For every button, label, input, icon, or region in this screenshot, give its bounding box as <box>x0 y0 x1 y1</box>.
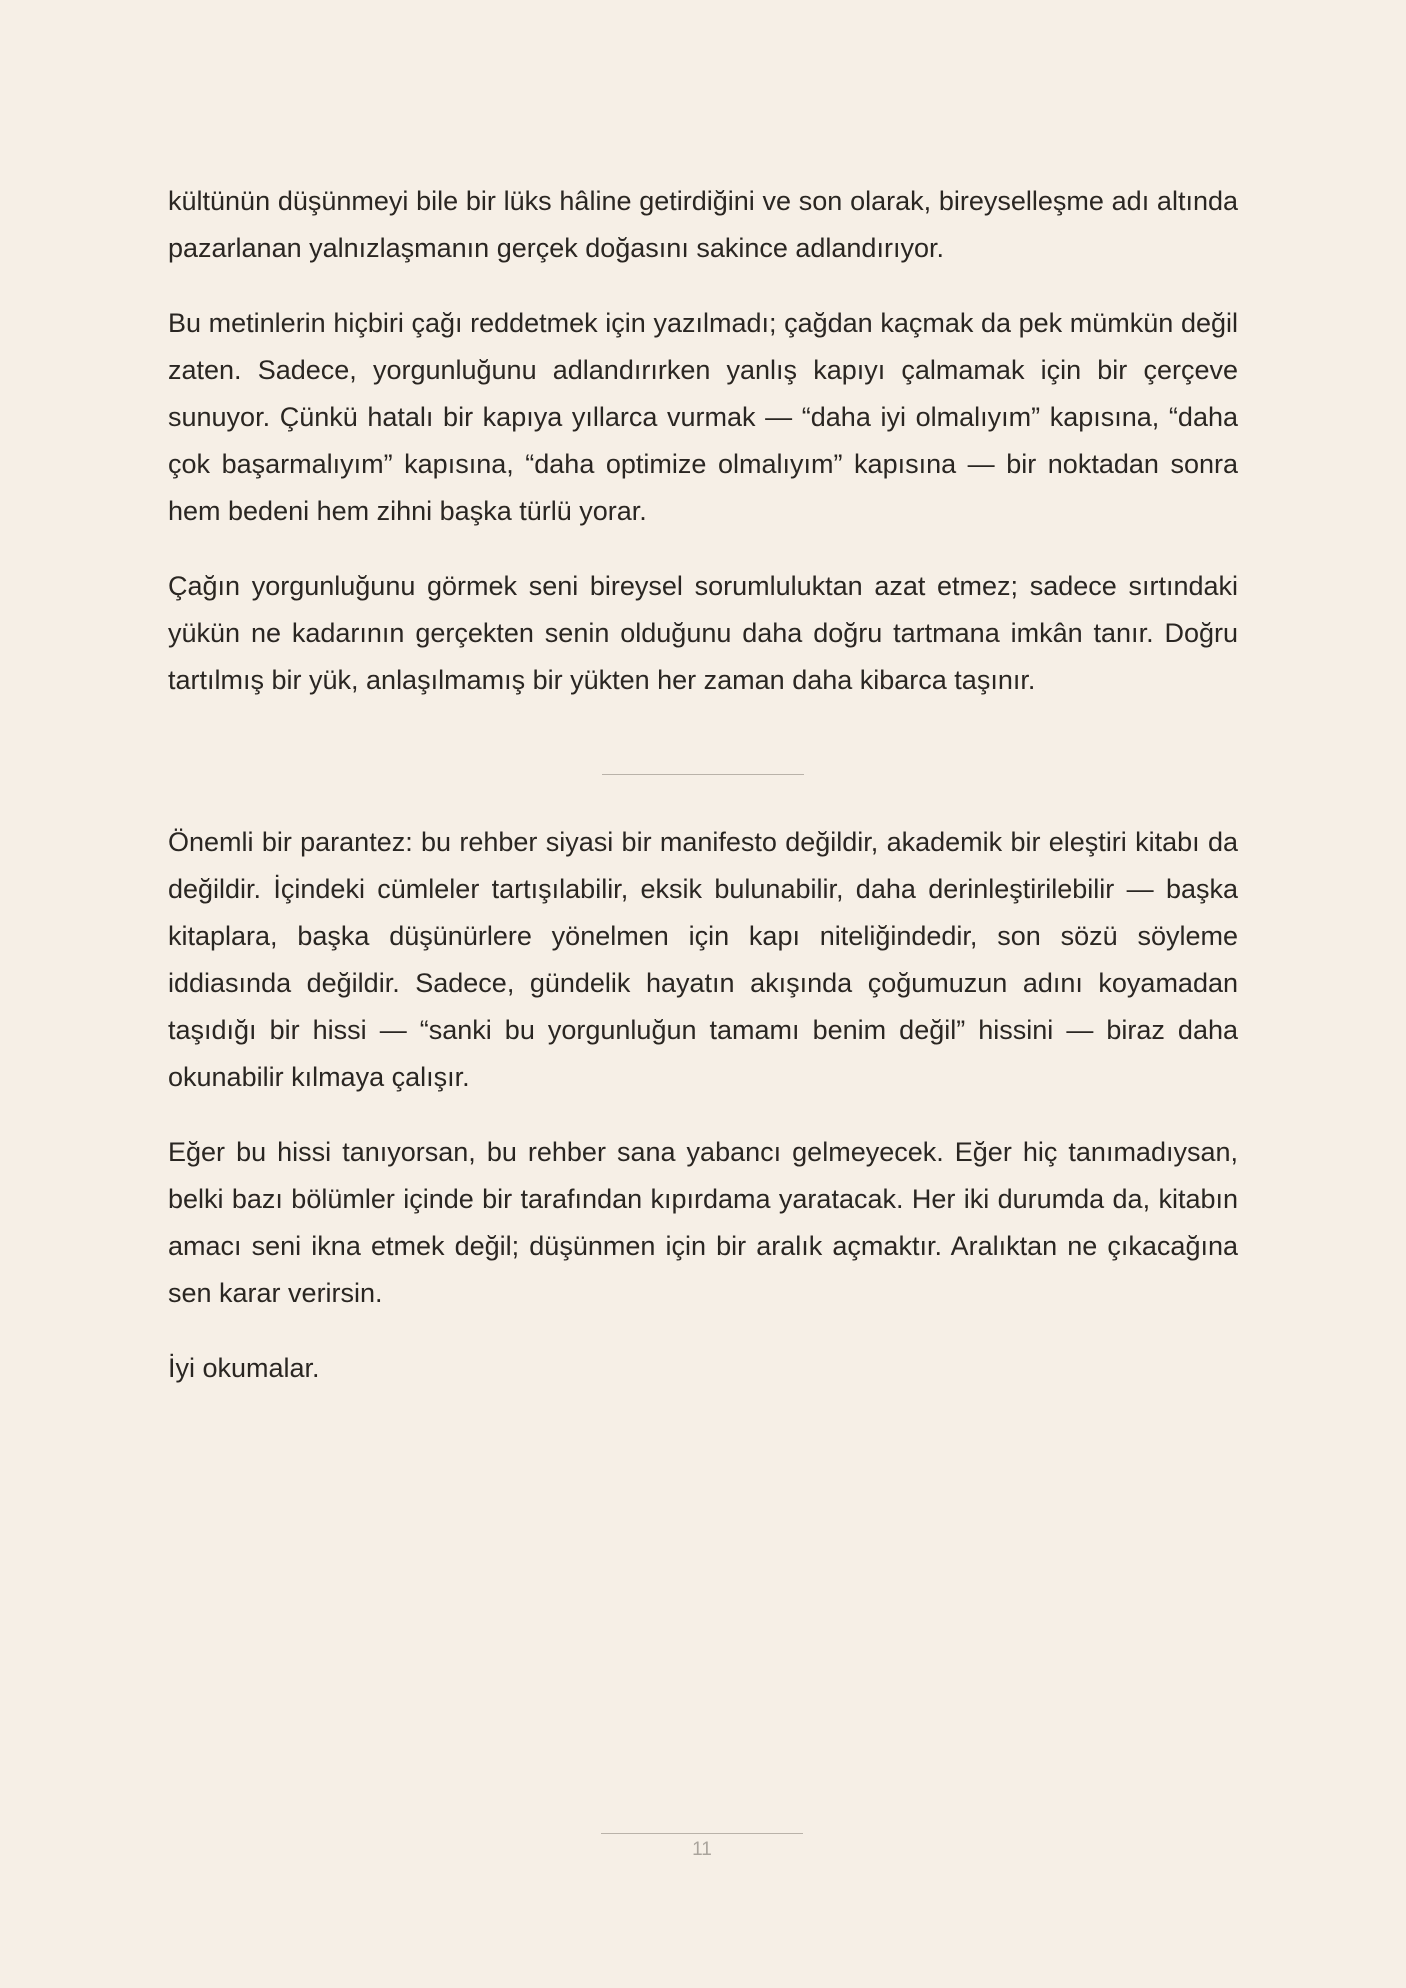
body-paragraph: Çağın yorgunluğunu görmek seni bireysel sorumluluktan azat etmez; sadece sırtındaki yükün ne kadarının gerçekten senin olduğunu daha doğru tartmana imkân tanır. Doğru tartılmış bir yük, anlaşılmamış bir yükten her zaman daha kibarca taşınır. <box>168 571 1238 695</box>
body-paragraph: Eğer bu hissi tanıyorsan, bu rehber sana yabancı gelmeyecek. Eğer hiç tanımadıysan, belki bazı bölümler içinde bir tarafından kıpırdama yaratacak. Her iki durumda da, kitabın amacı seni ikna etmek değil; düşünmen için bir aralık açmaktır. Aralıktan ne çıkacağına sen karar verirsin. <box>168 1137 1238 1308</box>
section-two <box>168 819 1238 1392</box>
footer-divider <box>601 1833 803 1834</box>
body-paragraph: Önemli bir parantez: bu rehber siyasi bir manifesto değildir, akademik bir eleştiri kitabı da değildir. İçindeki cümleler tartışılabilir, eksik bulunabilir, daha derinleştirilebilir — başka kitaplara, başka düşünürlere yönelmen için kapı niteliğindedir, son sözü söyleme iddiasında değildir. Sadece, gündelik hayatın akışında çoğumuzun adını koyamadan taşıdığı bir hissi — “sanki bu yorgunluğun tamamı benim değil” hissini — biraz daha okunabilir kılmaya çalışır. <box>168 827 1238 1092</box>
section-divider <box>602 774 804 775</box>
body-paragraph: kültünün düşünmeyi bile bir lüks hâline getirdiğini ve son olarak, bireyselleşme adı altında pazarlanan yalnızlaşmanın gerçek doğasını sakince adlandırıyor. <box>168 186 1238 263</box>
page-body <box>168 178 1238 1420</box>
closing-line: İyi okumalar. <box>168 1353 320 1383</box>
body-paragraph: Bu metinlerin hiçbiri çağı reddetmek için yazılmadı; çağdan kaçmak da pek mümkün değil zaten. Sadece, yorgunluğunu adlandırırken yanlış kapıyı çalmamak için bir çerçeve sunuyor. Çünkü hatalı bir kapıya yıllarca vurmak — “daha iyi olmalıyım” kapısına, “daha çok başarmalıyım” kapısına, “daha optimize olmalıyım” kapısına — bir noktadan sonra hem bedeni hem zihni başka türlü yorar. <box>168 308 1238 526</box>
page-number: 11 <box>692 1839 712 1860</box>
